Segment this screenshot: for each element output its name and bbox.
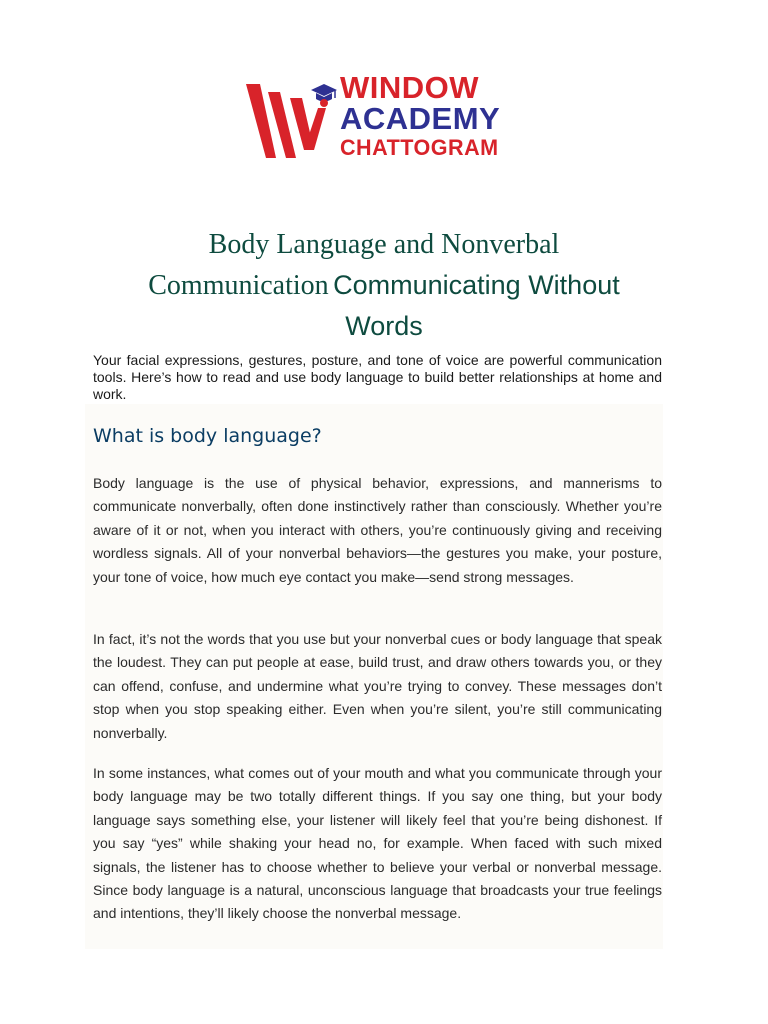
- graduation-cap-icon: [310, 82, 338, 108]
- logo-text: [340, 72, 502, 159]
- title-part-2: Communication: [148, 270, 329, 301]
- academy-logo: [244, 70, 501, 168]
- title-part-4: Words: [345, 311, 423, 341]
- intro-paragraph: Your facial expressions, gestures, posture, and tone of voice are powerful communication tools. Here’s how to read and use body language to build better relationships at home and work.: [93, 352, 662, 402]
- logo-line-chattogram: CHATTOGRAM: [340, 135, 499, 160]
- section-heading: What is body language?: [93, 425, 322, 447]
- document-title: [60, 226, 708, 349]
- title-part-3: Communicating Without: [333, 270, 620, 300]
- body-paragraph-1: Body language is the use of physical behavior, expressions, and mannerisms to communicate nonverbally, often done instinctively rather than consciously. Whether you’re aware of it or not, when you interact with others, you’re continuously giving and receiving wordless signals. All of your nonverbal behaviors—the gestures you make, your posture, your tone of voice, how much eye contact you make—send strong messages.: [93, 475, 662, 585]
- logo-line-academy: ACADEMY: [340, 101, 501, 136]
- body-paragraph-2: In fact, it’s not the words that you use but your nonverbal cues or body language that speak the loudest. They can put people at ease, build trust, and draw others towards you, or they can offend, confuse, and undermine what you’re trying to convey. These messages don’t stop when you stop speaking either. Even when you’re silent, you’re still communicating nonverbally.: [93, 631, 662, 741]
- title-part-1: Body Language and Nonverbal: [208, 229, 560, 260]
- body-paragraph-3: In some instances, what comes out of your mouth and what you communicate through your body language may be two totally different things. If you say one thing, but your body language says something else, your listener will likely feel that you’re being dishonest. If you say “yes” while shaking your head no, for example. When faced with such mixed signals, the listener has to choose whether to believe your verbal or nonverbal message. Since body language is a natural, unconscious language that broadcasts your true feelings and intentions, they’ll likely choose the nonverbal message.: [93, 765, 662, 922]
- logo-line-window: WINDOW: [340, 70, 480, 105]
